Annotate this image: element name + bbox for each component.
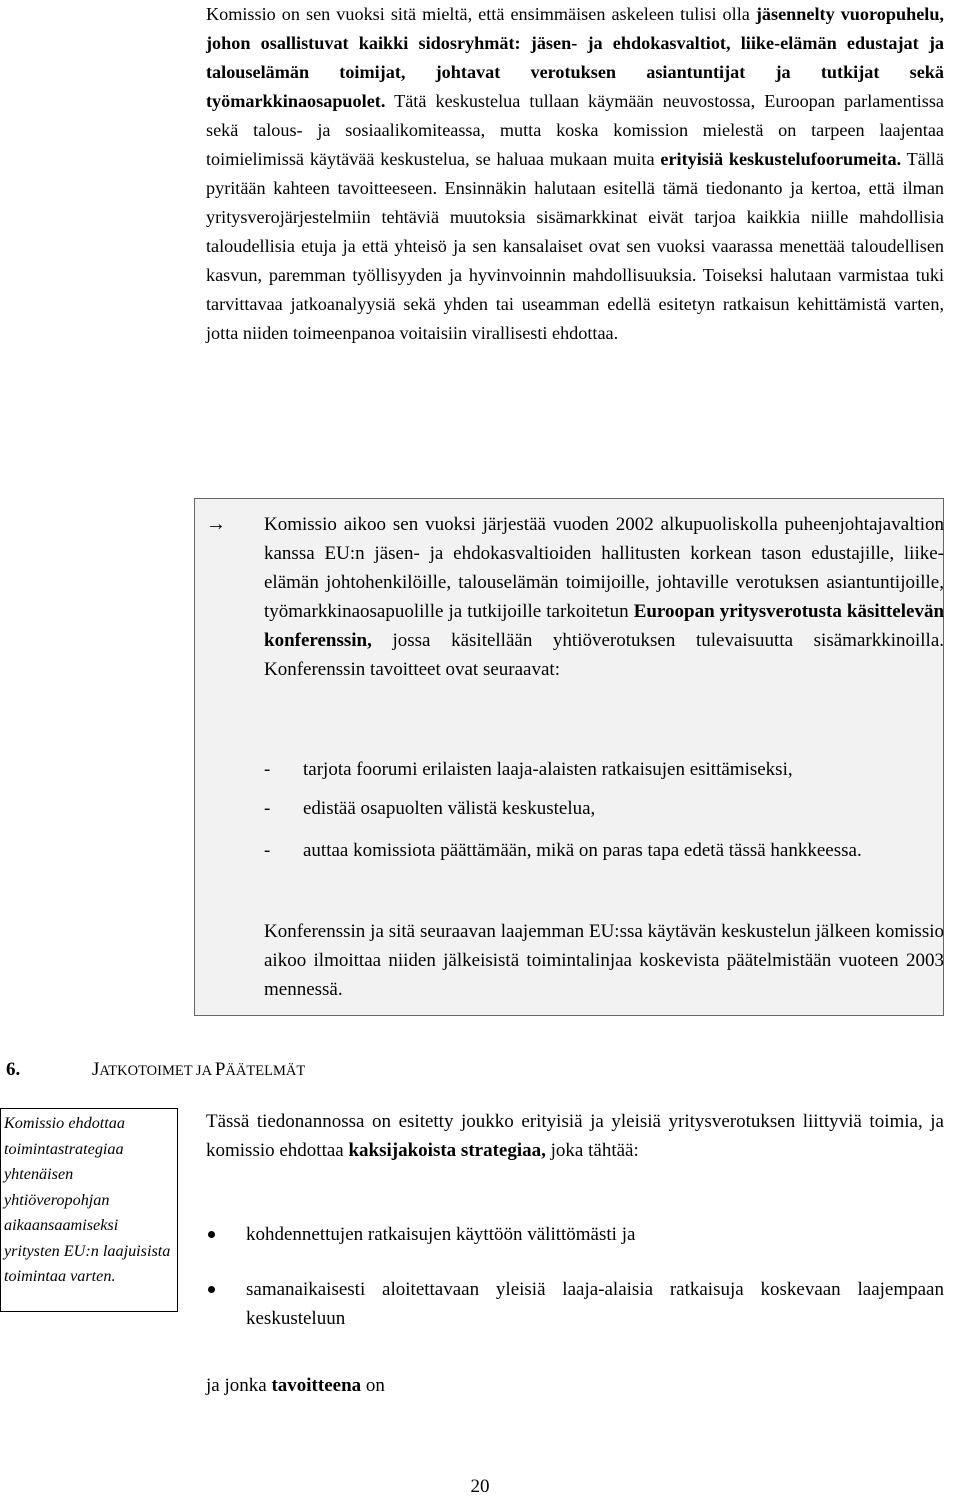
paragraph-goal — [206, 1372, 385, 1400]
box-text: Komissio aikoo sen vuoksi järjestää vuoden 2002 alkupuoliskolla puheenjohtajavaltion kanssa EU:n jäsen- ja ehdokasvaltioiden hallitusten korkean tason edustajille, liike-elämän johtohenkilöille, talouselämän toimijoille, johtaville verotuksen asiantuntijoille, työmarkkinaosapuolille ja tutkijoille tarkoitetun — [264, 514, 944, 622]
paragraph-text: Tässä tiedonannossa on esitetty joukko erityisiä ja yleisiä yritysverotuksen liittyviä toimia, ja komissio ehdottaa — [206, 1111, 944, 1161]
paragraph-bold-text: kaksijakoista strategiaa, — [348, 1139, 546, 1161]
arrow-icon: → — [206, 513, 226, 535]
paragraph-strategy — [206, 1108, 944, 1165]
bullet-icon — [208, 1286, 215, 1293]
list-item-text: auttaa komissiota päättämään, mikä on paras tapa edetä tässä hankkeessa. — [303, 840, 862, 861]
box-text: jossa käsitellään yhtiöverotuksen tulevaisuutta sisämarkkinoilla. Konferenssin tavoitteet ovat seuraavat: — [264, 630, 944, 680]
title-initial: J — [92, 1059, 100, 1080]
list-item-text: tarjota foorumi erilaisten laaja-alaisten ratkaisujen esittämiseksi, — [303, 759, 793, 780]
dash-marker: - — [264, 840, 271, 861]
paragraph-text: Tätä keskustelua tullaan käymään neuvostossa, Euroopan parlamentissa sekä talous- ja sosiaalikomiteassa, mutta koska komission mielestä on tarpeen laajentaa toimielimissä käytävää keskustelua, se haluaa mukaan muita — [206, 91, 944, 169]
section-title — [92, 1056, 305, 1085]
paragraph-consultation — [206, 0, 944, 348]
title-smallcaps: ATKOTOIMET JA — [99, 1063, 215, 1079]
list-item-text: kohdennettujen ratkaisujen käyttöön välittömästi ja — [246, 1224, 636, 1245]
paragraph-text: ja jonka — [206, 1375, 272, 1396]
paragraph-bold-text: erityisiä keskustelufoorumeita. — [660, 149, 902, 169]
paragraph-text: joka tähtää: — [545, 1139, 639, 1161]
paragraph-bold-text: jäsennelty vuoropuhelu, johon osallistuvat kaikki sidosryhmät: jäsen- ja ehdokasvaltiot, liike-elämän edustajat ja talouselämän toimijat, johtavat verotuksen asiantuntijat ja tutkijat sekä työmarkkinaosapuolet. — [206, 4, 944, 111]
paragraph-text: Komissio on sen vuoksi sitä mieltä, että ensimmäisen askeleen tulisi olla — [206, 4, 756, 24]
dash-marker: - — [264, 759, 271, 780]
paragraph-text: on — [361, 1375, 385, 1396]
list-item-text: edistää osapuolten välistä keskustelua, — [303, 798, 596, 819]
box-closing: Konferenssin ja sitä seuraavan laajemman EU:ssa käytävän keskustelun jälkeen komissio aikoo ilmoittaa niiden jälkeisistä toimintalinjaa koskevista päätelmistään vuoteen 2003 mennessä. — [264, 921, 944, 1000]
section-number: 6. — [6, 1059, 21, 1080]
box-intro — [264, 510, 944, 684]
title-smallcaps: ÄÄTELMÄT — [225, 1063, 306, 1079]
list-item-text: samanaikaisesti aloitettavaan yleisiä laaja-alaisia ratkaisuja koskevaan laajempaan keskusteluun — [246, 1279, 944, 1329]
bullet-icon — [208, 1231, 215, 1238]
paragraph-bold-text: tavoitteena — [271, 1375, 362, 1396]
page-number: 20 — [470, 1476, 490, 1497]
paragraph-text: Tällä pyritään kahteen tavoitteeseen. Ensinnäkin halutaan esitellä tämä tiedonanto ja kertoa, että ilman yritysverojärjestelmiin tehtäviä muutoksia sisämarkkinat eivät tarjoa kaikkia niille mahdollisia taloudellisia etuja ja että yhteisö ja sen kansalaiset ovat sen vuoksi vaarassa menettää taloudellisen kasvun, paremman työllisyyden ja hyvinvoinnin mahdollisuuksia. Toiseksi halutaan varmistaa tuki tarvittavaa jatkoanalyysiä sekä yhden tai useamman edellä esitetyn ratkaisun kehittämistä varten, jotta niiden toimeenpanoa voitaisiin virallisesti ehdottaa. — [206, 149, 944, 343]
margin-note: Komissio ehdottaa toimintastrategiaa yhtenäisen yhtiöveropohjan aikaansaamiseksi yritysten EU:n laajuisista toimintaa varten. — [0, 1108, 178, 1312]
box-bold-text: Euroopan yritysverotusta käsittelevän konferenssin, — [264, 601, 945, 651]
dash-marker: - — [264, 798, 271, 819]
title-initial: P — [214, 1059, 226, 1080]
